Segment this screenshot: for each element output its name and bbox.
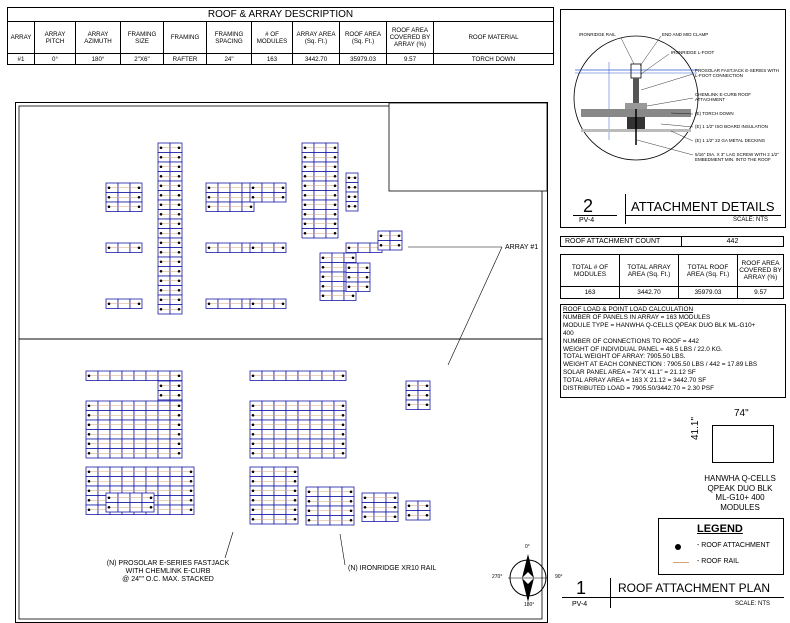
- detail-label: (E) 1 1/2" ISO BOARD INSULATION: [695, 124, 769, 129]
- roof-attachment: [304, 156, 307, 159]
- detail-sheet: PV-4: [579, 217, 595, 224]
- roof-attachment: [138, 302, 141, 305]
- roof-attachment: [190, 489, 193, 492]
- roof-attachment: [88, 508, 91, 511]
- roof-attachment: [252, 480, 255, 483]
- module-name-line: MODULES: [720, 502, 760, 512]
- fastjack-note: [88, 560, 248, 584]
- header-cell: ROOF AREA (Sq. Ft.): [340, 22, 387, 54]
- roof-attachment: [150, 506, 153, 509]
- roof-attachment: [160, 165, 163, 168]
- roof-attachment: [138, 196, 141, 199]
- roof-attachment: [334, 213, 337, 216]
- roof-attachment: [308, 490, 311, 493]
- roof-attachment: [348, 205, 351, 208]
- module-name-line: HANWHA Q-CELLS: [704, 474, 776, 483]
- roof-attachment: [190, 499, 193, 502]
- roof-attachment: [178, 308, 181, 311]
- header-cell: ARRAY AREA (Sq. Ft.): [293, 22, 340, 54]
- roof-attachment: [252, 452, 255, 455]
- roof-attachment: [178, 251, 181, 254]
- roof-attachment: [88, 423, 91, 426]
- data-cell: RAFTER: [164, 54, 207, 65]
- roof-attachment: [252, 518, 255, 521]
- roof-attachment: [354, 205, 357, 208]
- roof-attachment: [252, 246, 255, 249]
- header-cell: ROOF MATERIAL: [434, 22, 554, 54]
- roof-attachment: [252, 489, 255, 492]
- description-header-row: [8, 22, 554, 54]
- roof-attachment: [252, 414, 255, 417]
- plan-sheet: PV-4: [572, 601, 588, 608]
- calc-line: WEIGHT OF INDIVIDUAL PANEL = 48.5 LBS / 22.0 KG.: [563, 345, 723, 353]
- roof-attachment: [322, 285, 325, 288]
- description-title: ROOF & ARRAY DESCRIPTION: [8, 8, 554, 22]
- header-cell: FRAMING SPACING: [207, 22, 252, 54]
- calc-line: NUMBER OF PANELS IN ARRAY = 163 MODULES: [563, 313, 711, 321]
- roof-attachment: [342, 423, 345, 426]
- roof-attachment: [322, 256, 325, 259]
- roof-attachment: [178, 433, 181, 436]
- roof-attachment: [364, 515, 367, 518]
- roof-attachment: [354, 176, 357, 179]
- roof-attachment: [348, 186, 351, 189]
- roof-attachment: [108, 205, 111, 208]
- roof-attachment: [348, 176, 351, 179]
- roof-attachment: [108, 196, 111, 199]
- roof-attachment: [394, 515, 397, 518]
- roof-attachment: [426, 384, 429, 387]
- roof-attachment: [352, 256, 355, 259]
- roof-attachment: [364, 506, 367, 509]
- legend-box: [658, 518, 784, 575]
- roof-attachment: [160, 270, 163, 273]
- header-cell: ARRAY AZIMUTH: [76, 22, 121, 54]
- roof-attachment: [354, 186, 357, 189]
- detail-label: (E) 1 1/2" 22 GA METAL DECKING: [695, 138, 766, 143]
- roof-attachment: [178, 384, 181, 387]
- calc-line: NUMBER OF CONNECTIONS TO ROOF = 442: [563, 337, 699, 345]
- roof-attachment: [304, 175, 307, 178]
- header-cell: FRAMING SIZE: [121, 22, 164, 54]
- roof-attachment: [88, 499, 91, 502]
- compass-south: 180°: [524, 602, 535, 608]
- roof-attachment: [426, 403, 429, 406]
- totals-value: 3442.70: [620, 287, 679, 299]
- roof-attachment: [160, 308, 163, 311]
- roof-attachment: [88, 404, 91, 407]
- roof-obstruction: [389, 103, 547, 191]
- roof-attachment: [304, 232, 307, 235]
- detail-label: END AND MID CLAMP: [662, 32, 709, 37]
- roof-attachment: [88, 433, 91, 436]
- roof-attachment: [294, 480, 297, 483]
- roof-attachment: [190, 508, 193, 511]
- roof-attachment: [160, 232, 163, 235]
- roof-attachment: [366, 285, 369, 288]
- roof-attachment: [252, 302, 255, 305]
- totals-header: TOTAL ROOF AREA (Sq. Ft.): [679, 255, 738, 287]
- roof-attachment: [178, 298, 181, 301]
- calc-line: SOLAR PANEL AREA = 74"X 41.1" = 21.12 SF: [563, 369, 696, 377]
- roof-attachment: [178, 165, 181, 168]
- roof-attachment: [178, 241, 181, 244]
- roof-attachment: [252, 499, 255, 502]
- attachment-detail-box: [560, 9, 786, 228]
- detail-divider: [573, 215, 617, 216]
- roof-attachment: [108, 186, 111, 189]
- roof-attachment: [304, 194, 307, 197]
- roof-attachment: [308, 519, 311, 522]
- roof-attachment: [178, 222, 181, 225]
- roof-attachment: [88, 452, 91, 455]
- roof-attachment: [108, 506, 111, 509]
- roof-attachment: [252, 470, 255, 473]
- roof-attachment: [88, 442, 91, 445]
- roof-attachment: [398, 244, 401, 247]
- roof-attachment: [342, 433, 345, 436]
- roof-attachment: [178, 414, 181, 417]
- data-cell: 163: [252, 54, 293, 65]
- roof-attachment: [108, 302, 111, 305]
- detail-label: CHEMLINK E-CURB ROOF ATTACHMENT: [695, 92, 752, 102]
- roof-attachment: [304, 213, 307, 216]
- roof-attachment: [178, 289, 181, 292]
- fastjack-line: @ 24"" O.C. MAX. STACKED: [122, 576, 214, 583]
- module-name-line: ML-G10+ 400: [715, 493, 765, 502]
- roof-attachment: [178, 404, 181, 407]
- roof-attachment: [208, 205, 211, 208]
- roof-attachment: [160, 156, 163, 159]
- roof-attachment: [394, 496, 397, 499]
- totals-value: 35979.03: [679, 287, 738, 299]
- roof-attachment: [160, 251, 163, 254]
- roof-attachment: [190, 480, 193, 483]
- module-outline: [712, 425, 774, 463]
- roof-attachment: [408, 504, 411, 507]
- roof-attachment: [304, 165, 307, 168]
- roof-attachment: [282, 196, 285, 199]
- roof-attachment: [178, 279, 181, 282]
- roof-array-description-table: [7, 7, 554, 65]
- roof-attachment: [342, 374, 345, 377]
- roof-attachment: [294, 508, 297, 511]
- header-cell: ARRAY PITCH: [35, 22, 76, 54]
- module-width-label: 74": [734, 408, 749, 419]
- module-name: [690, 474, 790, 512]
- roof-attachment: [150, 496, 153, 499]
- roof-attachment: [348, 195, 351, 198]
- roof-attachment: [160, 394, 163, 397]
- detail-label: (E) TORCH DOWN: [695, 111, 734, 116]
- roof-attachment: [88, 374, 91, 377]
- roof-attachment: [190, 470, 193, 473]
- roof-attachment: [252, 186, 255, 189]
- roof-attachment: [366, 266, 369, 269]
- roof-attachment: [178, 213, 181, 216]
- roof-attachment: [322, 275, 325, 278]
- attachment-count-table: [560, 236, 784, 247]
- roof-attachment: [366, 276, 369, 279]
- roof-attachment: [88, 489, 91, 492]
- roof-attachment: [108, 246, 111, 249]
- legend-item-rail: - ROOF RAIL: [697, 558, 740, 565]
- roof-attachment: [178, 175, 181, 178]
- roof-attachment: [160, 146, 163, 149]
- roof-attachment: [304, 146, 307, 149]
- roof-attachment: [160, 222, 163, 225]
- roof-attachment: [250, 205, 253, 208]
- roof-attachment: [348, 246, 351, 249]
- roof-attachment: [350, 500, 353, 503]
- roof-attachment: [294, 518, 297, 521]
- roof-attachment: [160, 175, 163, 178]
- roof-attachment: [208, 246, 211, 249]
- data-cell: 180°: [76, 54, 121, 65]
- roof-attachment: [364, 496, 367, 499]
- header-cell: # OF MODULES: [252, 22, 293, 54]
- roof-attachment: [408, 514, 411, 517]
- roof-attachment: [178, 146, 181, 149]
- roof-attachment: [178, 270, 181, 273]
- roof-attachment: [334, 175, 337, 178]
- roof-attachment: [160, 184, 163, 187]
- plan-title-divider: [562, 597, 784, 598]
- roof-attachment: [334, 232, 337, 235]
- roof-attachment: [350, 519, 353, 522]
- roof-attachment: [178, 442, 181, 445]
- roof-attachment: [304, 222, 307, 225]
- legend-title: LEGEND: [697, 523, 743, 535]
- roof-attachment: [304, 184, 307, 187]
- roof-attachment: [282, 246, 285, 249]
- roof-attachment: [108, 496, 111, 499]
- calc-line: DISTRIBUTED LOAD = 7905.50/3442.70 = 2.30 PSF: [563, 385, 714, 393]
- roof-attachment: [178, 194, 181, 197]
- roof-attachment: [394, 506, 397, 509]
- roof-attachment: [178, 452, 181, 455]
- roof-attachment: [160, 260, 163, 263]
- roof-attachment: [88, 480, 91, 483]
- calc-line: 400: [563, 329, 574, 337]
- roof-attachment: [398, 234, 401, 237]
- data-cell: 9.57: [387, 54, 434, 65]
- roof-attachment: [208, 186, 211, 189]
- load-calculation-box: [560, 304, 786, 398]
- header-cell: ROOF AREA COVERED BY ARRAY (%): [387, 22, 434, 54]
- roof-attachment: [334, 203, 337, 206]
- totals-header: TOTAL # OF MODULES: [561, 255, 620, 287]
- array-label: ARRAY #1: [505, 244, 539, 251]
- roof-attachment: [178, 184, 181, 187]
- rail-note: (N) IRONRIDGE XR10 RAIL: [348, 565, 437, 572]
- roof-attachment: [160, 384, 163, 387]
- roof-attachment: [352, 294, 355, 297]
- roof-attachment: [160, 241, 163, 244]
- roof-plan-frame: [15, 102, 548, 623]
- roof-attachment: [342, 442, 345, 445]
- calc-line: TOTAL ARRAY AREA = 163 X 21.12 = 3442.70 SF: [563, 377, 707, 385]
- roof-attachment: [88, 414, 91, 417]
- fastjack-line: (N) PROSOLAR E-SERIES FASTJACK: [106, 560, 230, 567]
- description-data-row: [8, 54, 554, 65]
- plan-title: ROOF ATTACHMENT PLAN: [618, 581, 771, 595]
- roof-attachment: [408, 384, 411, 387]
- fastjack-line: WITH CHEMLINK E-CURB: [125, 568, 211, 575]
- roof-attachment: [408, 394, 411, 397]
- roof-attachment: [426, 514, 429, 517]
- roof-attachment: [426, 504, 429, 507]
- roof-attachment: [178, 394, 181, 397]
- attachment-count-value: 442: [682, 237, 784, 247]
- roof-attachment: [252, 433, 255, 436]
- roof-attachment: [178, 374, 181, 377]
- header-cell: ARRAY: [8, 22, 35, 54]
- calc-line: WEIGHT AT EACH CONNECTION : 7905.50 LBS / 442 = 17.89 LBS: [563, 361, 758, 369]
- detail-title-underline: [625, 215, 781, 216]
- detail-title: ATTACHMENT DETAILS: [631, 199, 775, 214]
- roof-attachment: [334, 222, 337, 225]
- roof-attachment: [252, 196, 255, 199]
- roof-attachment: [322, 266, 325, 269]
- data-cell: #1: [8, 54, 35, 65]
- plan-number: 1: [576, 578, 587, 598]
- detail-label: PROSOLAR FASTJACK E-SERIES WITH L-FOOT CONNECTION: [695, 68, 780, 78]
- roof-attachment: [308, 509, 311, 512]
- roof-attachment: [178, 260, 181, 263]
- roof-attachment: [252, 374, 255, 377]
- roof-attachment: [208, 196, 211, 199]
- roof-attachment: [348, 276, 351, 279]
- roof-attachment: [334, 184, 337, 187]
- data-cell: 3442.70: [293, 54, 340, 65]
- data-cell: TORCH DOWN: [434, 54, 554, 65]
- legend-rail-line: [673, 562, 689, 563]
- roof-attachment: [348, 285, 351, 288]
- roof-attachment: [252, 404, 255, 407]
- roof-attachment: [282, 302, 285, 305]
- roof-attachment: [350, 509, 353, 512]
- roof-attachment: [334, 156, 337, 159]
- roof-attachment: [350, 490, 353, 493]
- totals-header: ROOF AREA COVERED BY ARRAY (%): [738, 255, 784, 287]
- header-cell: FRAMING: [164, 22, 207, 54]
- roof-plan-drawing: [16, 103, 547, 622]
- module-name-line: QPEAK DUO BLK: [707, 483, 773, 493]
- roof-attachment: [160, 194, 163, 197]
- roof-attachment: [252, 442, 255, 445]
- roof-attachment: [342, 414, 345, 417]
- data-cell: 24": [207, 54, 252, 65]
- roof-attachment: [138, 246, 141, 249]
- roof-attachment: [342, 452, 345, 455]
- roof-attachment: [160, 213, 163, 216]
- legend-item-attachment: - ROOF ATTACHMENT: [697, 542, 770, 549]
- roof-attachment: [178, 156, 181, 159]
- roof-attachment: [342, 404, 345, 407]
- roof-attachment: [380, 244, 383, 247]
- roof-attachment: [334, 165, 337, 168]
- roof-attachment: [252, 508, 255, 511]
- module-height-label: 41.1": [690, 416, 701, 440]
- roof-attachment: [380, 234, 383, 237]
- totals-header: TOTAL ARRAY AREA (Sq. Ft.): [620, 255, 679, 287]
- roof-attachment: [160, 298, 163, 301]
- calc-line: ROOF LOAD & POINT LOAD CALCULATION: [563, 306, 694, 313]
- roof-attachment: [160, 279, 163, 282]
- data-cell: 0°: [35, 54, 76, 65]
- roof-attachment: [88, 470, 91, 473]
- roof-attachment: [252, 423, 255, 426]
- plan-scale: SCALE: NTS: [735, 601, 771, 607]
- roof-attachment: [294, 499, 297, 502]
- calc-line: TOTAL WEIGHT OF ARRAY: 7905.50 LBS.: [563, 353, 686, 361]
- calc-line: MODULE TYPE = HANWHA Q-CELLS QPEAK DUO BLK ML-G10+: [563, 321, 756, 329]
- roof-attachment: [294, 470, 297, 473]
- legend-dot-icon: [675, 544, 681, 550]
- attachment-count-label: ROOF ATTACHMENT COUNT: [561, 237, 682, 247]
- roof-attachment: [408, 403, 411, 406]
- data-cell: 35979.03: [340, 54, 387, 65]
- detail-scale: SCALE: NTS: [733, 217, 769, 223]
- detail-label: 5/16" DIA. X 3" LAG SCREW WITH 2 1/2" EMBEDMENT MIN. INTO THE ROOF: [695, 152, 779, 162]
- roof-attachment: [334, 146, 337, 149]
- roof-attachment: [208, 302, 211, 305]
- totals-value: 9.57: [738, 287, 784, 299]
- compass-east: 90°: [555, 574, 563, 580]
- data-cell: 2"X6": [121, 54, 164, 65]
- totals-value: 163: [561, 287, 620, 299]
- roof-attachment: [160, 203, 163, 206]
- roof-attachment: [282, 186, 285, 189]
- compass-north: 0°: [525, 544, 530, 550]
- roof-attachment: [354, 195, 357, 198]
- roof-attachment: [178, 423, 181, 426]
- roof-attachment: [348, 266, 351, 269]
- detail-number: 2: [583, 196, 594, 216]
- roof-attachment: [138, 186, 141, 189]
- roof-attachment: [178, 203, 181, 206]
- roof-attachment: [138, 205, 141, 208]
- detail-vertical-divider: [625, 194, 626, 224]
- roof-attachment: [426, 394, 429, 397]
- compass-west: 270°: [492, 574, 503, 580]
- totals-table: [560, 254, 784, 299]
- roof-attachment: [334, 194, 337, 197]
- roof-attachment: [178, 232, 181, 235]
- roof-attachment: [294, 489, 297, 492]
- plan-vertical-divider: [610, 578, 611, 608]
- roof-attachment: [308, 500, 311, 503]
- roof-attachment: [160, 289, 163, 292]
- detail-label: IRONRIDGE RAIL: [579, 32, 616, 37]
- roof-attachment: [322, 294, 325, 297]
- detail-label: IRONRIDGE L-FOOT: [671, 50, 715, 55]
- roof-attachment: [304, 203, 307, 206]
